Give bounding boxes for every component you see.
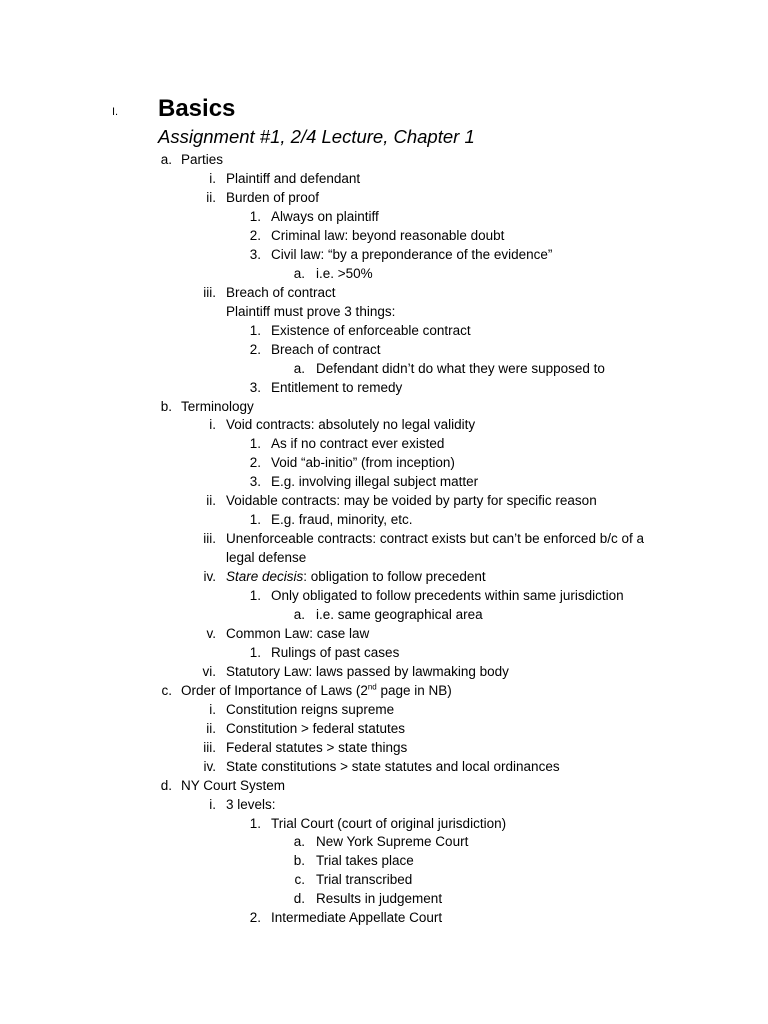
outline-item-text: State constitutions > state statutes and local ordinances xyxy=(226,759,560,774)
outline-item-text: Void “ab-initio” (from inception) xyxy=(271,455,455,470)
outline-marker: b. xyxy=(293,853,305,868)
outline-marker: a. xyxy=(293,834,305,849)
outline-item-text: Unenforceable contracts: contract exists but can’t be enforced b/c of a legal defense xyxy=(226,531,644,565)
outline-item-text: Trial transcribed xyxy=(316,872,413,887)
outline-marker: c. xyxy=(294,872,305,887)
outline-item-text: Existence of enforceable contract xyxy=(271,323,471,338)
outline-marker: i. xyxy=(209,702,216,717)
outline-item-text: Order of Importance of Laws (2nd page in NB) xyxy=(181,682,452,698)
outline-marker: i. xyxy=(209,797,216,812)
outline-marker: a. xyxy=(293,607,305,622)
section-title: Basics xyxy=(158,95,236,122)
outline-marker: ii. xyxy=(206,721,216,736)
outline-marker: iii. xyxy=(203,531,216,546)
outline-item-text: As if no contract ever existed xyxy=(271,436,445,451)
outline-item-text: Constitution > federal statutes xyxy=(226,721,405,736)
section-subtitle: Assignment #1, 2/4 Lecture, Chapter 1 xyxy=(158,126,475,147)
outline-item-text: Defendant didn’t do what they were supposed to xyxy=(316,361,605,376)
outline-item-text: Stare decisis: obligation to follow precedent xyxy=(226,569,486,584)
outline-marker: 3. xyxy=(249,247,261,262)
outline-marker: iii. xyxy=(203,285,216,300)
outline-marker: d. xyxy=(293,891,305,906)
outline-marker: 1. xyxy=(249,816,261,831)
outline-marker: a. xyxy=(293,266,305,281)
outline-marker: 1. xyxy=(249,588,261,603)
outline-item-text: Results in judgement xyxy=(316,891,443,906)
outline-item-text: Common Law: case law xyxy=(226,626,370,641)
outline-marker: 1. xyxy=(249,436,261,451)
section-numeral: I. xyxy=(112,106,119,118)
outline-marker: d. xyxy=(160,778,172,793)
outline-marker: 2. xyxy=(249,910,261,925)
outline-item-text: Intermediate Appellate Court xyxy=(271,910,443,925)
outline-item-text: Federal statutes > state things xyxy=(226,740,408,755)
outline-marker: i. xyxy=(209,171,216,186)
outline-item-text: Void contracts: absolutely no legal validity xyxy=(226,417,476,432)
outline-marker: iv. xyxy=(203,569,216,584)
outline-marker: a. xyxy=(293,361,305,376)
outline-item-text: Breach of contract xyxy=(226,285,336,300)
outline-marker: b. xyxy=(160,399,172,414)
outline-item-text: Entitlement to remedy xyxy=(271,380,403,395)
outline-marker: ii. xyxy=(206,190,216,205)
italic-term: Stare decisis xyxy=(226,569,304,584)
outline-item-text: Only obligated to follow precedents within same jurisdiction xyxy=(271,588,624,603)
outline-item-text: Always on plaintiff xyxy=(271,209,379,224)
outline-item-text: Terminology xyxy=(181,399,254,414)
outline-item-text: Plaintiff must prove 3 things: xyxy=(226,304,396,319)
outline-marker: 3. xyxy=(249,474,261,489)
outline-item-text: Breach of contract xyxy=(271,342,381,357)
outline-marker: 1. xyxy=(249,209,261,224)
outline-item-text: i.e. same geographical area xyxy=(316,607,483,622)
outline-item-text: New York Supreme Court xyxy=(316,834,469,849)
outline-item-text: E.g. fraud, minority, etc. xyxy=(271,512,413,527)
outline-marker: a. xyxy=(160,152,172,167)
outline-item-text: Parties xyxy=(181,152,224,167)
outline-marker: 2. xyxy=(249,342,261,357)
outline-item-text: Voidable contracts: may be voided by party for specific reason xyxy=(226,493,597,508)
outline-marker: 1. xyxy=(249,512,261,527)
outline-marker: i. xyxy=(209,417,216,432)
outline-item-text: Rulings of past cases xyxy=(271,645,400,660)
outline-item-text: NY Court System xyxy=(181,778,286,793)
outline-item-text: E.g. involving illegal subject matter xyxy=(271,474,479,489)
outline-marker: iv. xyxy=(203,759,216,774)
outline-marker: v. xyxy=(206,626,216,641)
outline-marker: 2. xyxy=(249,455,261,470)
outline-marker: 1. xyxy=(249,645,261,660)
outline-item-text: Criminal law: beyond reasonable doubt xyxy=(271,228,505,243)
outline-item-text: Civil law: “by a preponderance of the evidence” xyxy=(271,247,553,262)
outline-item-text: Trial takes place xyxy=(316,853,414,868)
outline-item-text: Plaintiff and defendant xyxy=(226,171,361,186)
outline-marker: vi. xyxy=(202,664,216,679)
outline-item-text: Constitution reigns supreme xyxy=(226,702,395,717)
outline-item-text: Burden of proof xyxy=(226,190,320,205)
outline-item-text: 3 levels: xyxy=(226,797,276,812)
outline-marker: iii. xyxy=(203,740,216,755)
outline-item-text: i.e. >50% xyxy=(316,266,373,281)
outline-marker: ii. xyxy=(206,493,216,508)
outline-item-text: Statutory Law: laws passed by lawmaking body xyxy=(226,664,509,679)
outline-marker: c. xyxy=(161,683,172,698)
outline-marker: 1. xyxy=(249,323,261,338)
outline-marker: 3. xyxy=(249,380,261,395)
outline-marker: 2. xyxy=(249,228,261,243)
outline-item-text: Trial Court (court of original jurisdiction) xyxy=(271,816,507,831)
